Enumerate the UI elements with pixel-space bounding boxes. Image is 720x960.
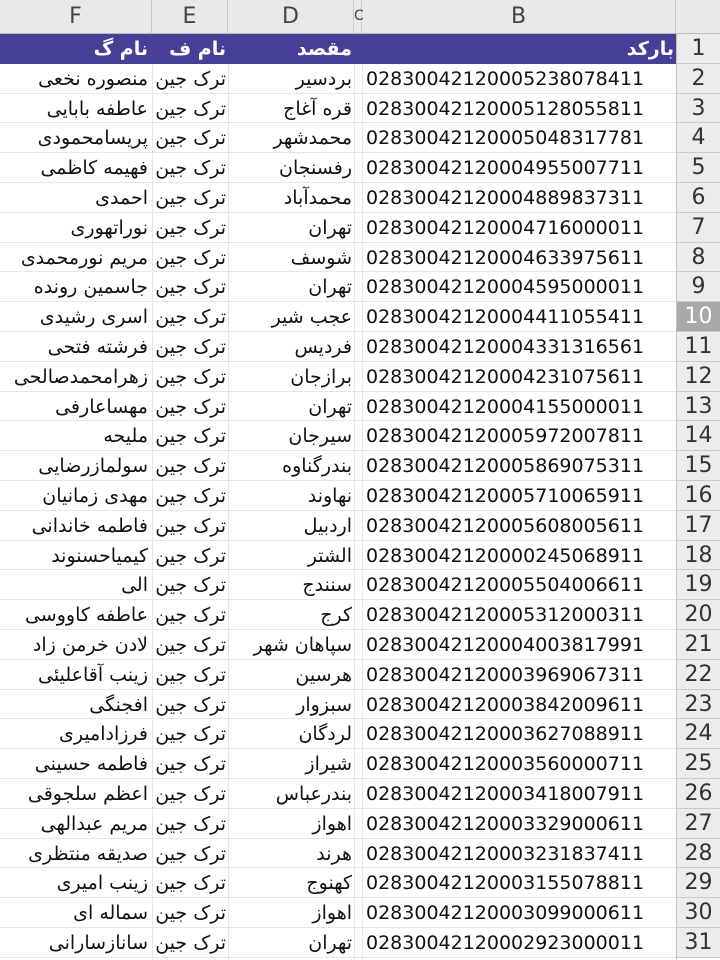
cell-destination[interactable]: هرسین [295,663,352,686]
cell-name[interactable]: صدیقه منتظری [28,842,148,865]
table-row [0,719,676,749]
table-row [0,94,676,124]
cell-destination[interactable]: سبزوار [296,693,352,716]
cell-name[interactable]: فهیمه کاظمی [40,157,148,180]
row-number[interactable]: 26 [676,779,720,809]
table-row [0,153,676,183]
cell-barcode[interactable]: 02830042120003418007911 [366,782,645,805]
cell-surname[interactable]: ترک جین [155,455,226,478]
row-number[interactable]: 18 [676,541,720,571]
cell-surname[interactable]: ترک جین [155,872,226,895]
cell-c[interactable] [354,451,362,481]
cell-c[interactable] [354,898,362,928]
cell-destination[interactable]: سیرجان [288,425,352,448]
row-number[interactable]: 1 [676,34,720,64]
cell-surname[interactable]: ترک جین [155,335,226,358]
cell-c[interactable] [354,719,362,749]
cell-destination[interactable]: تهران [308,216,352,239]
cell-destination[interactable]: رفسنجان [279,157,352,180]
cell-name[interactable]: لادن خرمن زاد [32,633,148,656]
row-number[interactable]: 21 [676,630,720,660]
cell-name[interactable]: زهرامحمدصالحی [13,365,148,388]
cell-surname[interactable]: ترک جین [155,97,226,120]
cell-destination[interactable]: قره آغاج [283,97,352,120]
cell-c[interactable] [354,928,362,958]
cell-name[interactable]: منصوره نخعی [38,67,148,90]
table-row [0,243,676,273]
cell-barcode[interactable]: 02830042120003231837411 [366,842,645,865]
cell-c[interactable] [354,690,362,720]
cell-barcode[interactable]: 02830042120000245068911 [366,544,645,567]
cell-barcode[interactable]: 02830042120004955007711 [366,157,645,180]
cell-destination[interactable]: بندرگناوه [282,455,352,478]
cell-barcode[interactable]: 02830042120004411055411 [366,306,645,329]
cell-c[interactable] [354,64,362,94]
table-row [0,64,676,94]
cell-name[interactable]: مهدی زمانیان [42,484,148,507]
cell-c[interactable] [354,630,362,660]
cell-surname[interactable]: ترک جین [155,127,226,150]
cell-surname[interactable]: ترک جین [155,842,226,865]
cell-destination[interactable]: هرند [316,842,352,865]
cell-name[interactable]: الی [121,574,148,597]
row-number[interactable]: 11 [676,332,720,362]
cell-name[interactable]: کیمیاحسنوند [51,544,148,567]
cell-name[interactable]: اسری رشیدی [39,306,148,329]
cell-surname[interactable]: ترک جین [155,157,226,180]
table-row [0,809,676,839]
cell-destination[interactable]: لردگان [298,723,352,746]
cell-destination[interactable]: سنندج [302,574,352,597]
cell-surname[interactable]: ترک جین [155,931,226,954]
cell-c[interactable] [354,94,362,124]
cell-surname[interactable]: ترک جین [155,782,226,805]
row-number[interactable]: 31 [676,928,720,958]
cell-barcode[interactable]: 02830042120003969067311 [366,663,645,686]
cell-surname[interactable]: ترک جین [155,425,226,448]
header-row [0,34,676,64]
cell-name[interactable]: سولمازرضایی [38,455,148,478]
cell-destination[interactable]: شوسف [290,246,352,269]
row-number[interactable]: 23 [676,690,720,720]
cell-barcode[interactable]: 02830042120004003817991 [366,633,645,656]
cell-name[interactable]: زینب امیری [56,872,148,895]
column-header-f[interactable]: F [0,0,152,33]
cell-name[interactable]: عاطفه کاووسی [24,604,148,627]
table-row [0,123,676,153]
cell-barcode[interactable]: 02830042120005048317781 [366,127,645,150]
table-row [0,570,676,600]
cell-c[interactable] [354,541,362,571]
column-header-c[interactable]: C [354,0,362,33]
cell-destination[interactable]: محمدشهر [273,127,352,150]
cell-surname[interactable]: ترک جین [155,186,226,209]
cell-surname[interactable]: ترک جین [155,693,226,716]
row-number[interactable]: 10 [676,302,720,332]
cell-destination[interactable]: عجب شیر [271,306,352,329]
row-number[interactable]: 16 [676,481,720,511]
row-number[interactable]: 6 [676,183,720,213]
cell-destination[interactable]: نهاوند [307,484,352,507]
cell-c[interactable] [354,213,362,243]
cell-destination[interactable]: فردیس [294,335,352,358]
row-number[interactable]: 29 [676,868,720,898]
row-number[interactable]: 25 [676,749,720,779]
row-number[interactable]: 19 [676,570,720,600]
row-number[interactable]: 30 [676,898,720,928]
cell-barcode[interactable]: 02830042120004595000011 [366,276,645,299]
row-number[interactable]: 7 [676,213,720,243]
cell-c[interactable] [354,868,362,898]
table-row [0,183,676,213]
header-cell-barcode[interactable]: بارکد [626,38,674,60]
cell-surname[interactable]: ترک جین [155,663,226,686]
cell-surname[interactable]: ترک جین [155,67,226,90]
table-row [0,630,676,660]
cell-name[interactable]: مریم نورمحمدی [20,246,148,269]
cell-name[interactable]: فاطمه خاندانی [31,514,148,537]
cell-destination[interactable]: الشتر [307,544,352,567]
row-number[interactable]: 27 [676,809,720,839]
cell-c[interactable] [354,809,362,839]
row-number[interactable]: 22 [676,660,720,690]
cell-c[interactable] [354,123,362,153]
cell-destination[interactable]: اهواز [312,902,352,925]
column-header-e[interactable]: E [152,0,228,33]
cell-name[interactable]: مهساعارفی [55,395,148,418]
cell-c[interactable] [354,511,362,541]
table-row [0,660,676,690]
cell-surname[interactable]: ترک جین [155,365,226,388]
cell-surname[interactable]: ترک جین [155,484,226,507]
row-number[interactable]: 24 [676,719,720,749]
cell-barcode[interactable]: 02830042120004889837311 [366,186,645,209]
table-row [0,392,676,422]
table-row [0,511,676,541]
cell-name[interactable]: ملیحه [103,425,148,448]
cell-c[interactable] [354,392,362,422]
cell-name[interactable]: اعظم سلجوقی [27,782,148,805]
row-number[interactable]: 20 [676,600,720,630]
cell-barcode[interactable]: 02830042120004155000011 [366,395,645,418]
cell-surname[interactable]: ترک جین [155,633,226,656]
cell-c[interactable] [354,779,362,809]
table-row [0,749,676,779]
cell-barcode[interactable]: 02830042120003842009611 [366,693,645,716]
cell-destination[interactable]: محمدآباد [283,186,352,209]
cell-surname[interactable]: ترک جین [155,276,226,299]
cell-barcode[interactable]: 02830042120003099000611 [366,902,645,925]
row-number[interactable]: 17 [676,511,720,541]
row-number[interactable]: 4 [676,123,720,153]
select-all-corner[interactable] [676,0,720,33]
cell-barcode[interactable]: 02830042120005312000311 [366,604,645,627]
cell-surname[interactable]: ترک جین [155,812,226,835]
table-row [0,868,676,898]
cell-surname[interactable]: ترک جین [155,246,226,269]
row-number[interactable]: 12 [676,362,720,392]
cell-c[interactable] [354,332,362,362]
header-cell-c[interactable] [354,34,362,64]
cell-barcode[interactable]: 02830042120004331316561 [366,335,645,358]
cell-name[interactable]: فاطمه حسینی [34,753,148,776]
row-number[interactable]: 5 [676,153,720,183]
table-row [0,332,676,362]
cell-barcode[interactable]: 02830042120003627088911 [366,723,645,746]
cell-surname[interactable]: ترک جین [155,604,226,627]
table-row [0,541,676,571]
cell-c[interactable] [354,570,362,600]
cell-barcode[interactable]: 02830042120005128055811 [366,97,645,120]
table-row [0,690,676,720]
cell-destination[interactable]: سپاهان شهر [253,633,352,656]
table-row [0,839,676,869]
cell-surname[interactable]: ترک جین [155,574,226,597]
cell-destination[interactable]: تهران [308,395,352,418]
cell-c[interactable] [354,272,362,302]
cell-c[interactable] [354,749,362,779]
cell-barcode[interactable]: 02830042120005608005611 [366,514,645,537]
cell-surname[interactable]: ترک جین [155,514,226,537]
cell-surname[interactable]: ترک جین [155,544,226,567]
cell-grid [0,34,676,958]
table-row [0,421,676,451]
cell-barcode[interactable]: 02830042120005238078411 [366,67,645,90]
cell-name[interactable]: جاسمین رونده [33,276,148,299]
cell-c[interactable] [354,302,362,332]
cell-barcode[interactable]: 02830042120002923000011 [366,931,645,954]
cell-destination[interactable]: بندرعباس [275,782,352,805]
table-row [0,928,676,958]
table-row [0,451,676,481]
row-number[interactable]: 3 [676,94,720,124]
cell-barcode[interactable]: 02830042120005710065911 [366,484,645,507]
row-number[interactable]: 9 [676,272,720,302]
cell-barcode[interactable]: 02830042120003329000611 [366,812,645,835]
cell-destination[interactable]: شیراز [305,753,352,776]
cell-name[interactable]: فرزادامیری [58,723,148,746]
cell-c[interactable] [354,660,362,690]
table-row [0,779,676,809]
cell-surname[interactable]: ترک جین [155,216,226,239]
cell-name[interactable]: پریسامحمودی [37,127,148,150]
cell-name[interactable]: زینب آقاعلیئی [38,663,148,686]
cell-surname[interactable]: ترک جین [155,902,226,925]
cell-destination[interactable]: کهنوج [306,872,352,895]
table-row [0,302,676,332]
cell-name[interactable]: افجنگی [89,693,148,716]
cell-c[interactable] [354,183,362,213]
cell-barcode[interactable]: 02830042120003155078811 [366,872,645,895]
cell-c[interactable] [354,243,362,273]
column-header-bar [0,0,720,34]
cell-surname[interactable]: ترک جین [155,723,226,746]
cell-c[interactable] [354,481,362,511]
header-cell-last-name[interactable]: نام ف [169,38,226,60]
cell-name[interactable]: احمدی [95,186,148,209]
cell-barcode[interactable]: 02830042120005504006611 [366,574,645,597]
row-number[interactable]: 13 [676,392,720,422]
column-header-d[interactable]: D [228,0,354,33]
cell-barcode[interactable]: 02830042120004231075611 [366,365,645,388]
table-row [0,272,676,302]
table-row [0,600,676,630]
row-number[interactable]: 14 [676,421,720,451]
cell-surname[interactable]: ترک جین [155,753,226,776]
table-row [0,362,676,392]
cell-name[interactable]: عاطفه بابایی [46,97,148,120]
row-number[interactable]: 2 [676,64,720,94]
cell-name[interactable]: مریم عبدالهی [40,812,148,835]
cell-barcode[interactable]: 02830042120005972007811 [366,425,645,448]
cell-destination[interactable]: اهواز [312,812,352,835]
cell-c[interactable] [354,153,362,183]
cell-barcode[interactable]: 02830042120003560000711 [366,753,645,776]
cell-barcode[interactable]: 02830042120005869075311 [366,455,645,478]
cell-name[interactable]: فرشته فتحی [47,335,148,358]
cell-barcode[interactable]: 02830042120004633975611 [366,246,645,269]
cell-c[interactable] [354,839,362,869]
cell-surname[interactable]: ترک جین [155,395,226,418]
cell-name[interactable]: سانازسارانی [48,931,148,954]
cell-destination[interactable]: بردسیر [295,67,352,90]
header-cell-destination[interactable]: مقصد [296,38,352,60]
table-row [0,481,676,511]
column-header-b[interactable]: B [362,0,676,33]
cell-c[interactable] [354,600,362,630]
cell-destination[interactable]: کرج [320,604,352,627]
cell-c[interactable] [354,362,362,392]
cell-destination[interactable]: تهران [308,276,352,299]
cell-barcode[interactable]: 02830042120004716000011 [366,216,645,239]
row-number[interactable]: 8 [676,243,720,273]
cell-name[interactable]: نوراتهوری [70,216,148,239]
row-number-column [676,34,720,958]
cell-surname[interactable]: ترک جین [155,306,226,329]
cell-c[interactable] [354,421,362,451]
row-number[interactable]: 15 [676,451,720,481]
table-row [0,898,676,928]
row-number[interactable]: 28 [676,839,720,869]
cell-destination[interactable]: برازجان [290,365,352,388]
header-cell-first-name[interactable]: نام گ [93,38,148,60]
table-row [0,213,676,243]
cell-name[interactable]: سماله ای [73,902,148,925]
cell-destination[interactable]: اردبیل [303,514,352,537]
cell-destination[interactable]: تهران [308,931,352,954]
